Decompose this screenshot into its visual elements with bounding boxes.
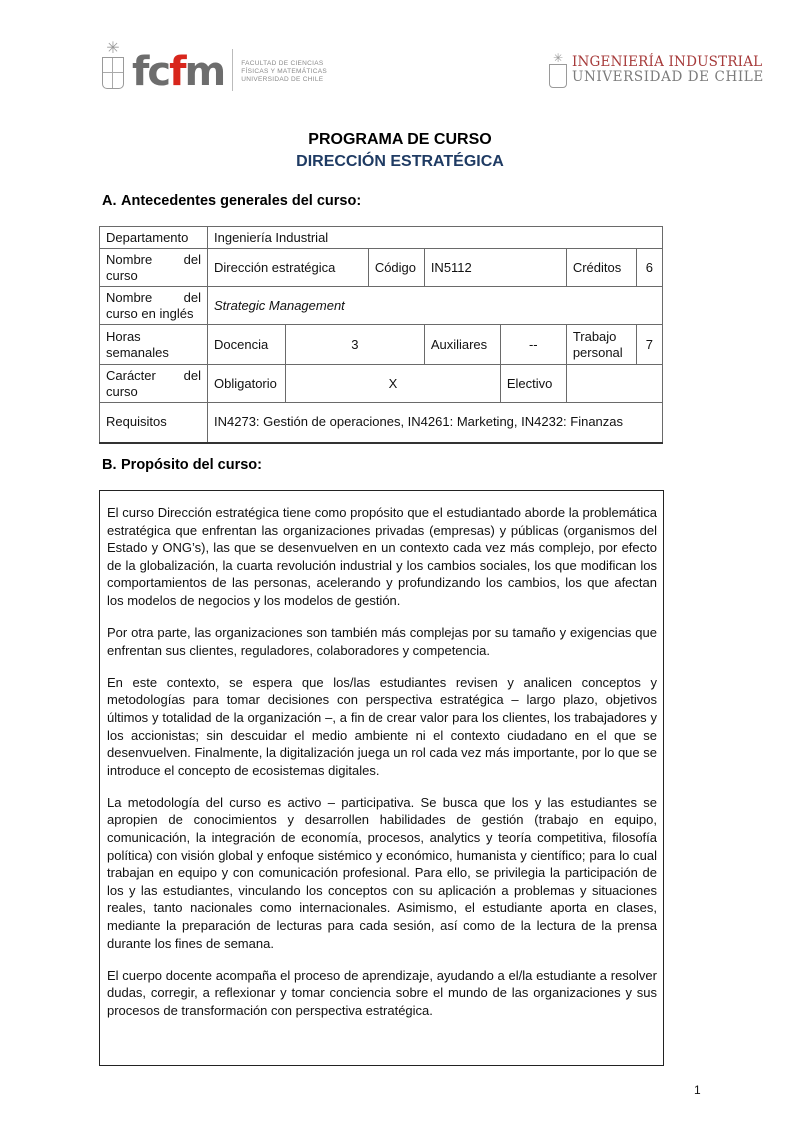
table-row — [100, 287, 663, 325]
codigo-value: IN5112 — [424, 249, 566, 287]
nombre-value: Dirección estratégica — [208, 249, 369, 287]
trabajo-personal-label: Trabajo personal — [566, 325, 636, 365]
horas-label: Horas semanales — [100, 325, 208, 365]
auxiliares-label: Auxiliares — [424, 325, 500, 365]
course-title: DIRECCIÓN ESTRATÉGICA — [296, 153, 504, 170]
table-row — [100, 249, 663, 287]
university-name: UNIVERSIDAD DE CHILE — [572, 69, 764, 85]
obligatorio-label: Obligatorio — [208, 365, 286, 403]
caracter-label: Carácter del curso — [100, 365, 208, 403]
trabajo-personal-value: 7 — [636, 325, 662, 365]
document-title: PROGRAMA DE CURSO — [308, 131, 492, 148]
purpose-paragraph: En este contexto, se espera que los/las estudiantes revisen y analicen conceptos y metodologías para tomar decisiones con perspectiva estratégica – largo plazo, objetivos últimos y totalidad de la organización –, a fin de crear valor para los clientes, los trabajadores y los accionistas; sin descuidar el medio ambiente ni el contexto ciudadano en el que se desenvuelven. Finalmente, la digitalización juega un rol cada vez más importante, por lo que se introduce el concepto de ecosistemas digitales. — [107, 674, 657, 778]
nombre-ingles-label: Nombre del curso en inglés — [100, 287, 208, 325]
purpose-text-box — [99, 490, 664, 1066]
department-name: INGENIERÍA INDUSTRIAL — [572, 54, 763, 70]
purpose-paragraph: Por otra parte, las organizaciones son también más complejas por su tamaño y exigencias que enfrentan sus clientes, reguladores, colaboradores y competencia. — [107, 625, 657, 658]
fcfm-logo — [100, 38, 327, 94]
requisitos-value: IN4273: Gestión de operaciones, IN4261: Marketing, IN4232: Finanzas — [208, 403, 663, 443]
section-b-heading: B. Propósito del curso: — [102, 457, 262, 473]
electivo-mark — [566, 365, 662, 403]
requisitos-label: Requisitos — [100, 403, 208, 443]
university-shield-icon: ✳ — [548, 52, 568, 88]
creditos-label: Créditos — [566, 249, 636, 287]
faculty-name: FACULTAD DE CIENCIAS FÍSICAS Y MATEMÁTICAS UNIVERSIDAD DE CHILE — [241, 60, 327, 83]
docencia-value: 3 — [286, 325, 425, 365]
section-a-heading: A. Antecedentes generales del curso: — [102, 193, 362, 209]
table-row — [100, 325, 663, 365]
ingenieria-industrial-logo — [548, 52, 764, 88]
fcfm-wordmark: fcfm — [132, 49, 225, 95]
purpose-paragraph: La metodología del curso es activo – participativa. Se busca que los y las estudiantes se apropien de conocimientos y desarrollen habilidades de gestión (trabajo en equipo, comunicación, la integración de economía, procesos, analytics y teoría competitiva, filosofía política) con visión global y enfoque sistémico y económico, humanista y científico; para lo cual trabajan en equipo y con comunicación profesional. Para ello, se privilegia la participación de los y las estudiantes, vinculando los conceptos con su aplicación a problemas y situaciones reales, tanto nacionales como internacionales. Asimismo, el estudiante aporta en clases, mediante la preparación de lecturas para cada sesión, así como de la lectura de la prensa durante los fines de semana. — [107, 794, 657, 951]
page-number: 1 — [694, 1083, 701, 1097]
university-shield-icon: ✳ — [100, 41, 126, 91]
electivo-label: Electivo — [500, 365, 566, 403]
table-row — [100, 365, 663, 403]
departamento-label: Departamento — [100, 227, 208, 249]
logo-divider — [232, 49, 233, 91]
purpose-paragraph: El cuerpo docente acompaña el proceso de aprendizaje, ayudando a el/la estudiante a resolver dudas, corregir, a reflexionar y tomar conciencia sobre el mundo de las organizaciones y sus procesos de transformación con perspectiva estratégica. — [107, 967, 657, 1018]
nombre-label: Nombre del curso — [100, 249, 208, 287]
obligatorio-mark: X — [286, 365, 501, 403]
departamento-value: Ingeniería Industrial — [208, 227, 663, 249]
table-row — [100, 227, 663, 249]
purpose-paragraph: El curso Dirección estratégica tiene como propósito que el estudiantado aborde la problemática estratégica que enfrentan las organizaciones privadas (empresas) y públicas (organismos del Estado y ONG’s), las que se desenvuelven en un contexto cada vez más complejo, por efecto de la globalización, la cuarta revolución industrial y los cambios sociales, los que modifican los comportamientos de las personas, acelerando y profundizando los cambios, los que afectan los modelos de negocios y los modelos de gestión. — [107, 505, 657, 608]
creditos-value: 6 — [636, 249, 662, 287]
docencia-label: Docencia — [208, 325, 286, 365]
table-row — [100, 403, 663, 443]
auxiliares-value: -- — [500, 325, 566, 365]
nombre-ingles-value: Strategic Management — [208, 287, 663, 325]
codigo-label: Código — [368, 249, 424, 287]
course-info-table — [99, 226, 663, 444]
